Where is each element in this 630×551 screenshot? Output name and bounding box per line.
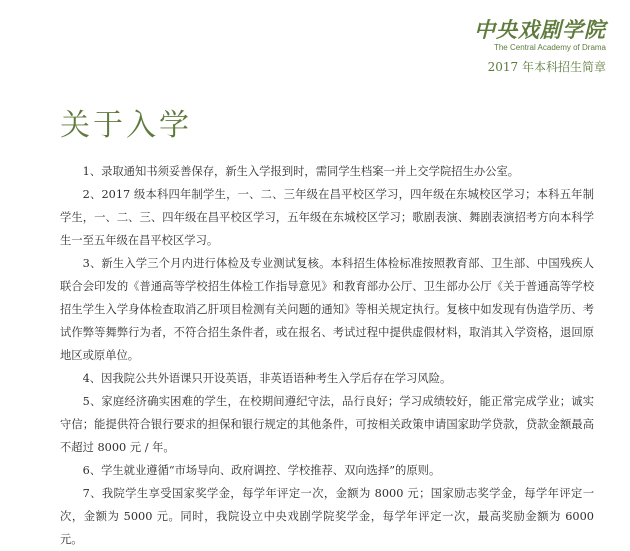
academy-logo-english: The Central Academy of Drama (493, 43, 606, 52)
document-header (406, 18, 606, 75)
paragraph-3: 3、新生入学三个月内进行体检及专业测试复核。本科招生体检标准按照教育部、卫生部、中国残疾人联合会印发的《普通高等学校招生体检工作指导意见》和教育部办公厅、卫生部办公厅《关于普通高等学校招生学生入学身体检查取消乙肝项目检测有关问题的通知》等相关规定执行。复核中如发现有伪造学历、考试作弊等舞弊行为者，不符合招生条件者，或在报名、考试过程中提供虚假材料，取消其入学资格，退回原地区或原单位。 (60, 257, 594, 362)
paragraph-1: 1、录取通知书须妥善保存，新生入学报到时，需同学生档案一并上交学院招生办公室。 (82, 165, 520, 178)
brochure-subtitle: 2017 年本科招生简章 (487, 60, 606, 74)
paragraph-4: 4、因我院公共外语课只开设英语，非英语语种考生入学后存在学习风险。 (82, 372, 452, 385)
paragraph-6: 6、学生就业遵循“市场导向、政府调控、学校推荐、双向选择”的原则。 (82, 464, 441, 477)
page-title: 关于入学 (60, 108, 192, 143)
paragraph-7: 7、我院学生享受国家奖学金，每学年评定一次，金额为 8000 元；国家励志奖学金，每学年评定一次，金额为 5000 元。同时，我院设立中央戏剧学院奖学金，每学年评定一次，最高奖励金额为 6000 元。 (60, 487, 594, 546)
paragraph-2: 2、2017 级本科四年制学生，一、二、三年级在昌平校区学习，四年级在东城校区学习；本科五年制学生，一、二、三、四年级在昌平校区学习，五年级在东城校区学习；歌剧表演、舞剧表演招考方向本科学生一至五年级在昌平校区学习。 (60, 188, 594, 247)
paragraph-5: 5、家庭经济确实困难的学生，在校期间遵纪守法，品行良好；学习成绩较好，能正常完成学业；诚实守信；能提供符合银行要求的担保和银行规定的其他条件，可按相关政策申请国家助学贷款，贷款金额最高不超过 8000 元 / 年。 (60, 395, 594, 454)
academy-logo: 中央戏剧学院 (474, 17, 606, 42)
document-body (60, 160, 594, 551)
